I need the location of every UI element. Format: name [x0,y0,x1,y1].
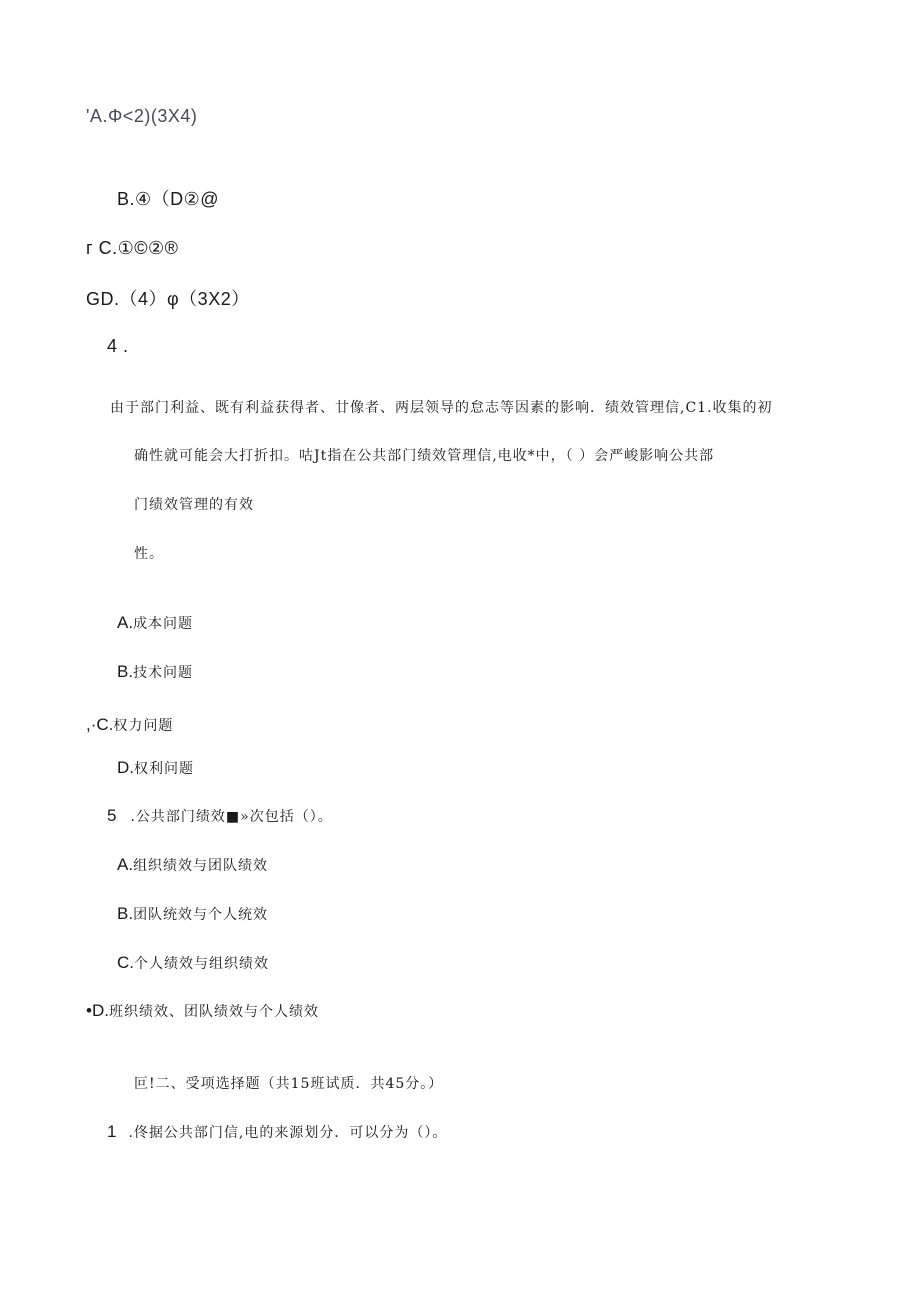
q5-option-d [86,1001,319,1021]
q4-option-a [117,613,193,633]
option-text: 权利问题 [134,761,194,777]
question-5 [107,806,333,826]
question-4-text-line-4: 性。 [134,546,164,562]
option-line-d: GD.（4）φ（3X2） [86,289,250,309]
q5-option-a [117,855,268,875]
question-number: 5 [107,806,117,825]
q4-option-b [117,662,193,682]
question-4-text-line-3: 门绩效管理的有效 [134,497,254,513]
question-text: .公共部门绩效■»次包括（）。 [130,809,333,825]
option-text: 团队统效与个人统效 [133,907,269,923]
question-number-4: 4 . [107,336,129,356]
option-letter: D. [117,758,134,777]
option-letter: B. [117,904,134,923]
option-letter: A. [117,613,134,632]
option-line-b: B.④（D②@ [117,189,220,209]
option-letter: •D. [86,1001,109,1020]
q4-option-c [86,715,173,735]
question-text: .佟据公共部门信,电的来源划分．可以分为（）。 [128,1125,448,1141]
q5-option-b [117,904,268,924]
option-letter: A. [117,855,134,874]
option-text: 个人绩效与组织绩效 [134,956,269,972]
option-line-a: 'A.Φ<2)(3X4) [86,106,198,126]
option-text: 成本问题 [133,616,194,632]
q4-option-d [117,758,194,778]
option-text: 组织绩效与团队绩效 [133,858,269,874]
option-text: 权力问题 [113,718,174,734]
option-letter: C. [117,953,134,972]
option-text: 技术问题 [133,665,194,681]
section-heading: 叵!二、受项选择题（共15班试质．共45分。） [134,1076,444,1092]
option-letter: ,·C. [86,715,114,734]
question-1 [107,1122,447,1142]
question-4-text-line-2: 确性就可能会大打折扣。咕Jt指在公共部门绩效管理信,电收*中，（ ）会严峻影响公共部 [134,448,715,464]
option-line-c: г C.①©②® [86,238,179,258]
option-letter: B. [117,662,134,681]
question-number: 1 [107,1122,117,1141]
q5-option-c [117,953,269,973]
question-4-text-line-1: 由于部门利益、既有利益获得者、廿像者、两层领导的怠志等因素的影响．绩效管理信,C1.收集的初 [110,400,773,416]
option-text: 班织绩效、团队绩效与个人绩效 [108,1004,319,1020]
